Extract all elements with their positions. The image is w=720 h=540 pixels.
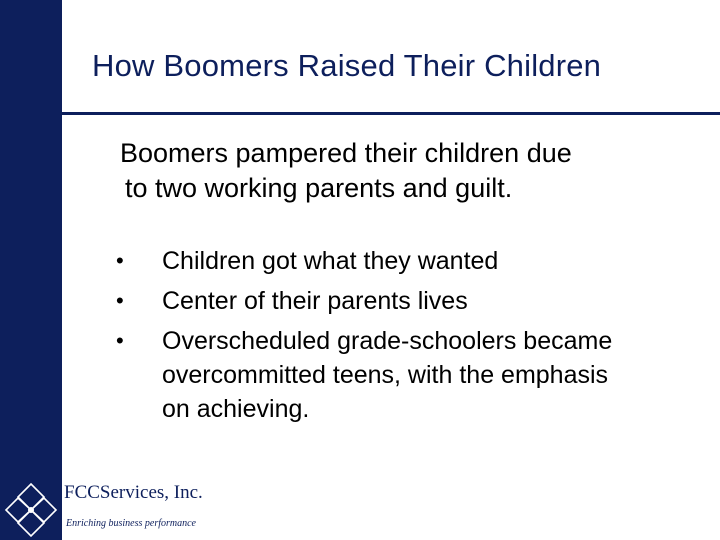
title-divider — [62, 112, 720, 115]
company-name: FCCServices, Inc. — [64, 482, 203, 503]
bullet-dot-icon: • — [116, 288, 124, 313]
slide-title: How Boomers Raised Their Children — [92, 48, 602, 83]
bullet-item — [110, 284, 700, 318]
bullet-text: Overscheduled grade-schoolers became — [162, 327, 613, 355]
bullet-item — [110, 324, 700, 426]
bullet-dot-icon: • — [116, 248, 124, 273]
bullet-text: Center of their parents lives — [162, 287, 468, 315]
bullet-dot-icon: • — [116, 328, 124, 353]
bullet-text-continued: on achieving. — [162, 395, 310, 423]
bullet-item — [110, 244, 700, 278]
bullet-list — [110, 244, 700, 426]
lead-line-1: Boomers pampered their children due — [120, 138, 572, 168]
diamond-flower-logo-icon — [0, 478, 62, 540]
bullet-text-continued: overcommitted teens, with the emphasis — [162, 361, 609, 389]
lead-line-2: to two working parents and guilt. — [125, 173, 513, 203]
company-tagline: Enriching business performance — [66, 518, 196, 529]
lead-text — [120, 136, 680, 206]
left-sidebar-band — [0, 0, 62, 540]
bullet-text: Children got what they wanted — [162, 247, 499, 275]
